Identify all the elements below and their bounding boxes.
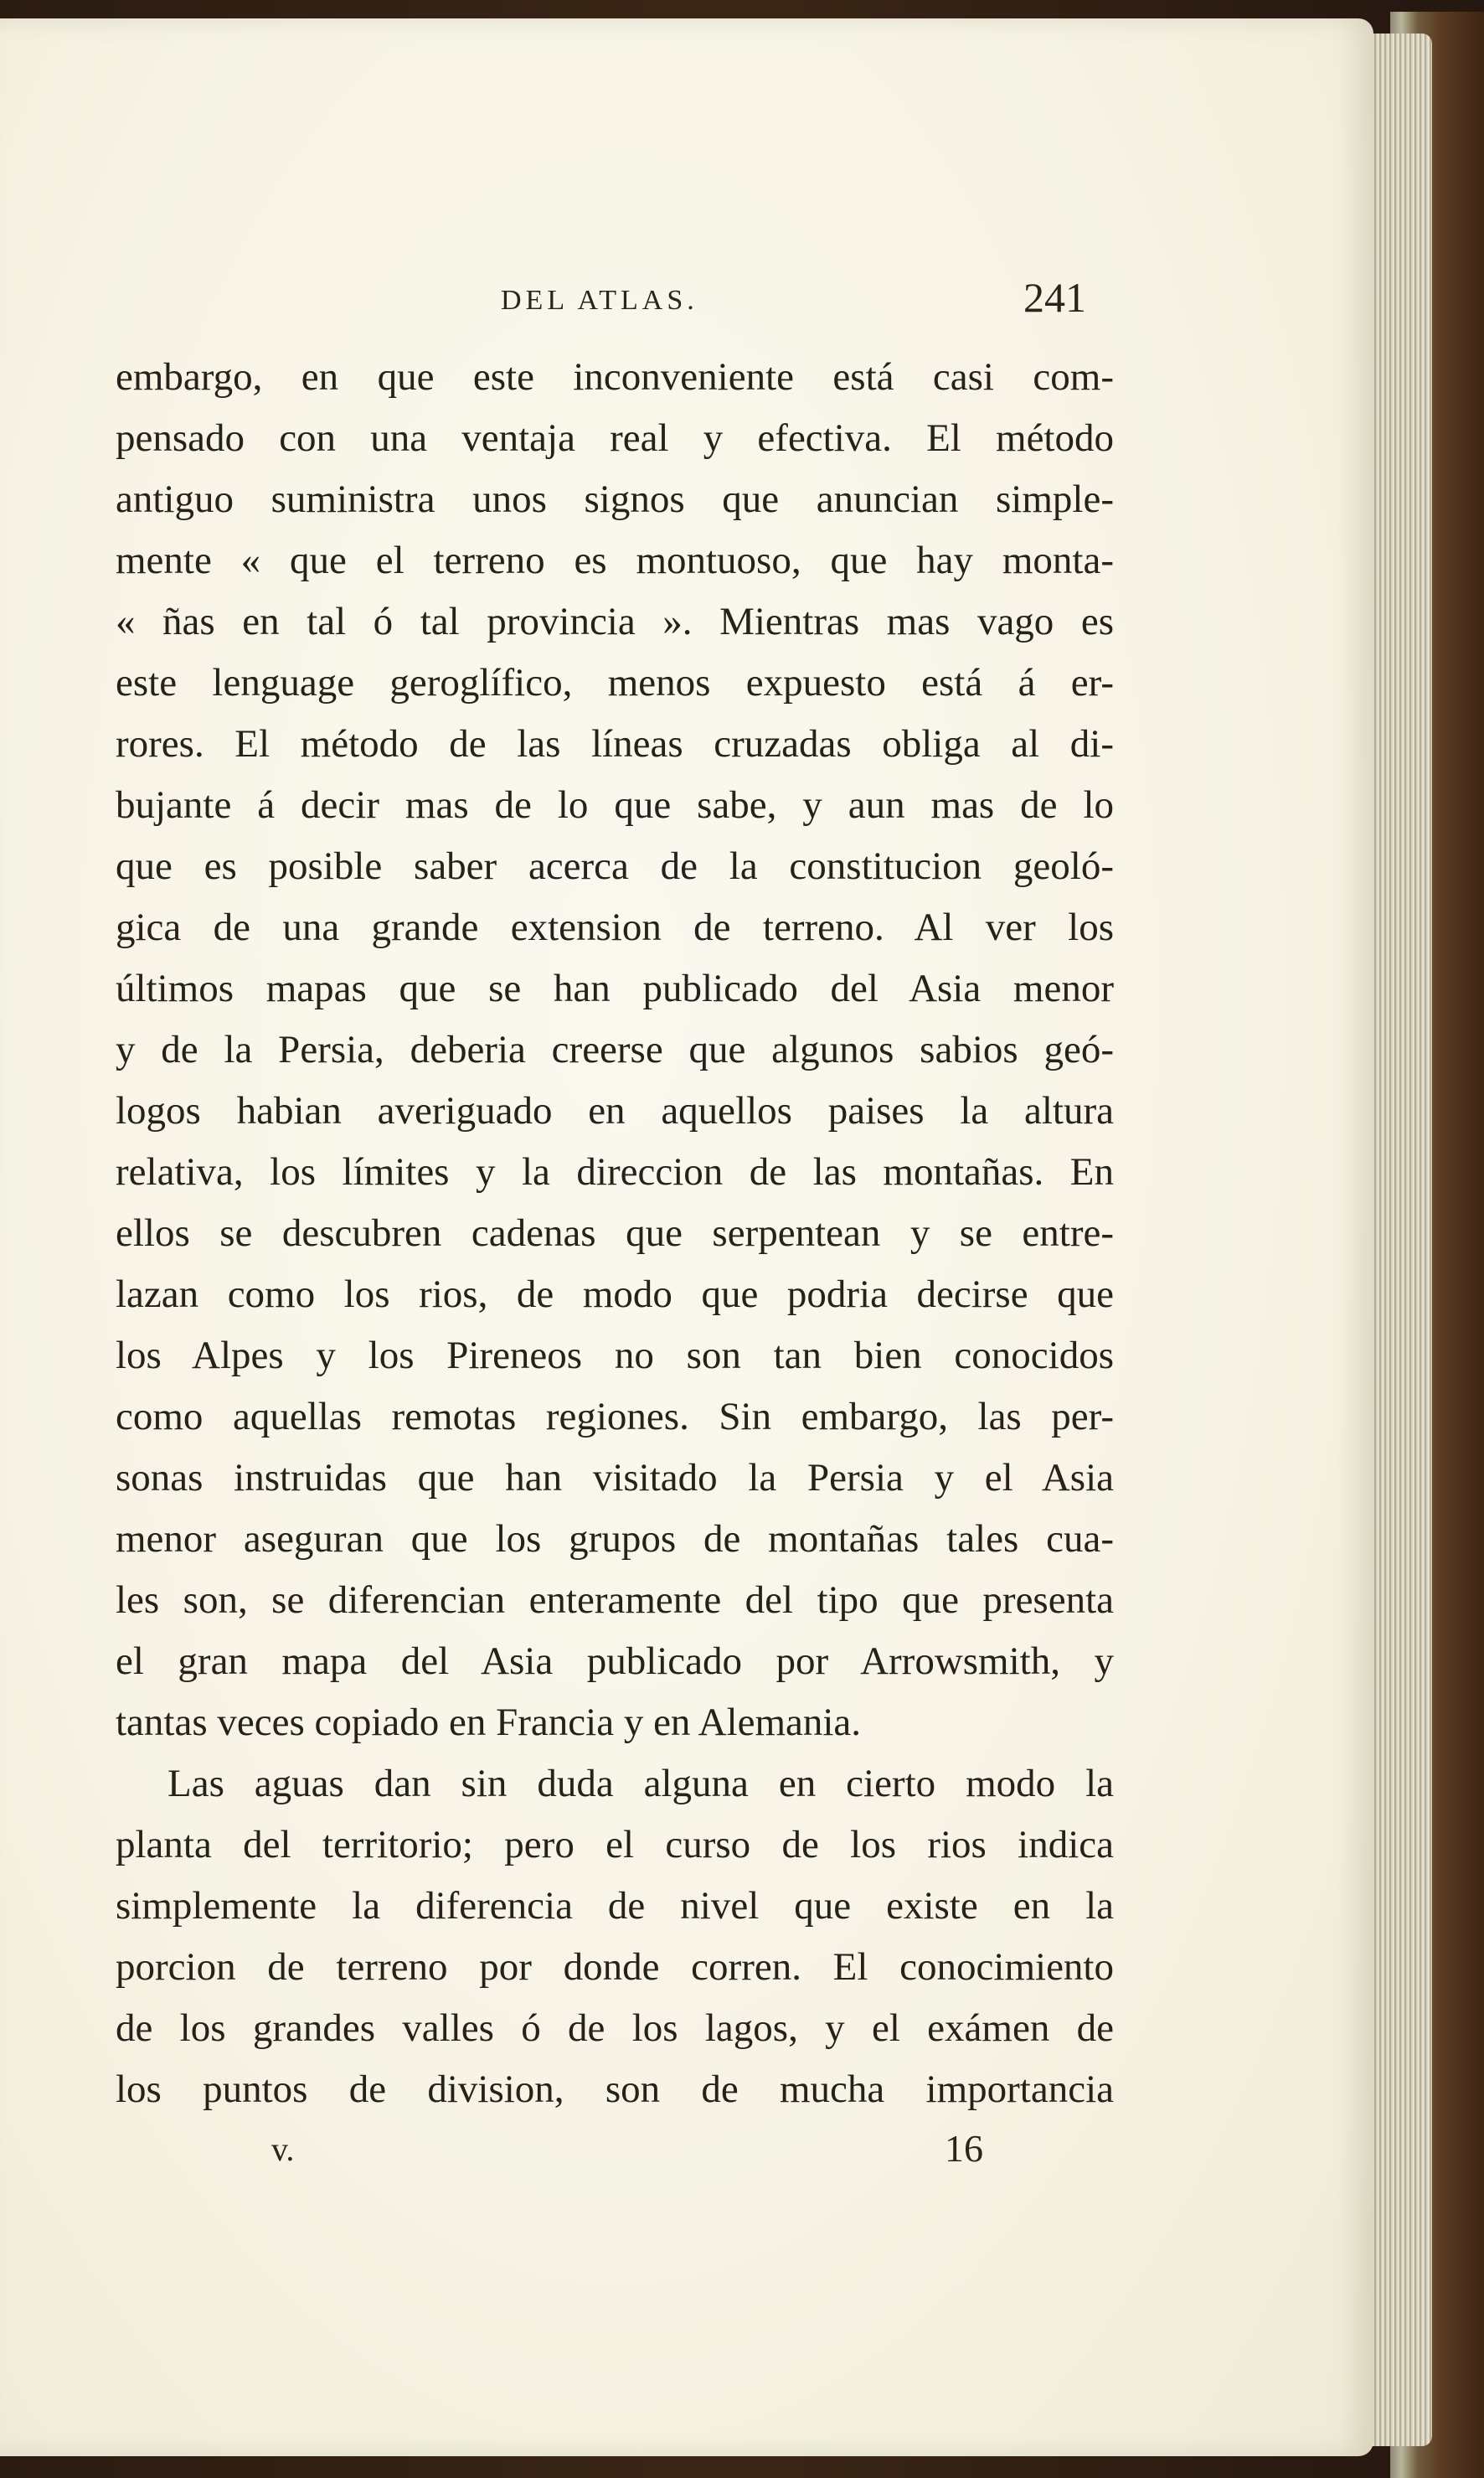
text-line: porcion de terreno por donde corren. El conocimiento [116, 1945, 1114, 1989]
text-line: de los grandes valles ó de los lagos, y el exámen de [116, 2006, 1114, 2050]
sheet-number: 16 [945, 2127, 983, 2170]
text-line: últimos mapas que se han publicado del Asia menor [116, 967, 1114, 1010]
text-line: los Alpes y los Pireneos no son tan bien conocidos [116, 1334, 1114, 1377]
text-line: logos habian averiguado en aquellos paises la altura [116, 1089, 1114, 1133]
text-line: sonas instruidas que han visitado la Persia y el Asia [116, 1456, 1114, 1500]
text-line: embargo, en que este inconveniente está casi com- [116, 355, 1114, 399]
text-line: relativa, los límites y la direccion de las montañas. En [116, 1150, 1114, 1194]
text-line: pensado con una ventaja real y efectiva. El método [116, 416, 1114, 460]
text-line: « ñas en tal ó tal provincia ». Mientras mas vago es [116, 600, 1114, 643]
text-line: y de la Persia, deberia creerse que algunos sabios geó- [116, 1028, 1114, 1071]
book-page [0, 18, 1373, 2456]
text-line: bujante á decir mas de lo que sabe, y aun mas de lo [116, 783, 1114, 827]
text-line: ellos se descubren cadenas que serpentean y se entre- [116, 1211, 1114, 1255]
text-line: les son, se diferencian enteramente del tipo que presenta [116, 1578, 1114, 1622]
text-line: el gran mapa del Asia publicado por Arrowsmith, y [116, 1639, 1114, 1683]
running-head [0, 274, 1373, 328]
text-line: planta del territorio; pero el curso de los rios indica [116, 1823, 1114, 1866]
paragraph-first-line: Las aguas dan sin duda alguna en cierto modo la [167, 1762, 1114, 1805]
text-line: simplemente la diferencia de nivel que existe en la [116, 1884, 1114, 1928]
running-head-title: DEL ATLAS. [501, 285, 698, 316]
signature-mark: v. [271, 2130, 295, 2168]
body-text [116, 347, 1114, 2120]
text-line: gica de una grande extension de terreno. Al ver los [116, 906, 1114, 949]
text-line: mente « que el terreno es montuoso, que hay monta- [116, 539, 1114, 582]
text-line: menor aseguran que los grupos de montañas tales cua- [116, 1517, 1114, 1561]
text-line: rores. El método de las líneas cruzadas obliga al di- [116, 722, 1114, 766]
text-line: antiguo suministra unos signos que anuncian simple- [116, 478, 1114, 521]
text-line: este lenguage geroglífico, menos expuesto está á er- [116, 661, 1114, 705]
text-line: como aquellas remotas regiones. Sin embargo, las per- [116, 1395, 1114, 1438]
text-line: lazan como los rios, de modo que podria decirse que [116, 1273, 1114, 1316]
page-footer [0, 2127, 1373, 2180]
page-number: 241 [1023, 274, 1086, 321]
paragraph-last-line: tantas veces copiado en Francia y en Alemania. [116, 1701, 862, 1744]
text-line: los puntos de division, son de mucha importancia [116, 2068, 1114, 2111]
text-line: que es posible saber acerca de la constitucion geoló- [116, 844, 1114, 888]
